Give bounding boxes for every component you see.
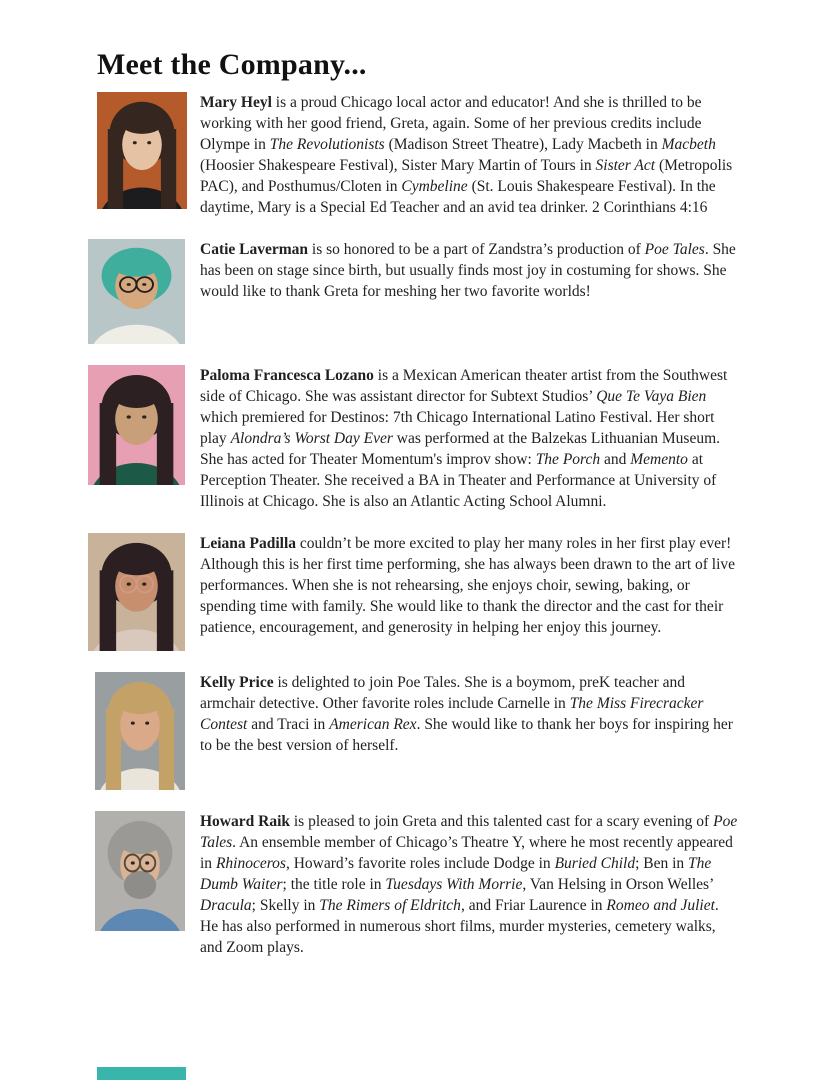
bio-row-mary-heyl [97, 92, 740, 218]
bio-text-run: is a Mexican American theater artist from the Southwest side of Chicago. She was assistant director for Subtext Studios’ [200, 367, 728, 405]
bio-text [200, 811, 740, 958]
bio-text-run: ; Ben in [635, 855, 689, 872]
bio-text-run: is delighted to join Poe Tales. She is a boymom, preK teacher and armchair detective. Other favorite roles include Carnelle in [200, 674, 686, 712]
bio-text-run: at Perception Theater. She received a BA in Theater and Performance at University of Illinois at Chicago. She is also an Atlantic Acting School Alumni. [200, 451, 717, 510]
company-list [97, 92, 740, 958]
bio-row-paloma-francesca-lozano [97, 365, 740, 512]
work-title: Sister Act [595, 157, 656, 174]
work-title: Rhinoceros [215, 855, 286, 872]
bio-row-catie-laverman [97, 239, 740, 344]
photo-column [97, 672, 200, 790]
work-title: The Porch [535, 451, 601, 468]
bio-text-run: . She would like to thank her boys for inspiring her to be the best version of herself. [200, 716, 733, 754]
work-title: Memento [630, 451, 688, 468]
work-title: Alondra’s Worst Day Ever [230, 430, 393, 447]
headshot-catie-laverman-photo [88, 239, 185, 344]
bio-text-run: . An ensemble member of Chicago’s Theatre Y, where he most recently appeared in [200, 834, 733, 872]
work-title: The Dumb Waiter [200, 855, 712, 893]
work-title: Cymbeline [401, 178, 468, 195]
headshot-paloma-francesca-lozano-photo [88, 365, 185, 485]
bio-text-run: and Traci in [247, 716, 330, 733]
bio-text-run: ; the title role in [282, 876, 386, 893]
person-name: Paloma Francesca Lozano [200, 367, 374, 384]
work-title: Tuesdays With Morrie [385, 876, 523, 893]
bio-text-run: , Van Helsing in Orson Welles’ [522, 876, 714, 893]
bio-text [200, 92, 740, 218]
bio-text-run: (Madison Street Theatre), Lady Macbeth in [384, 136, 662, 153]
page-title: Meet the Company... [97, 48, 367, 81]
bio-text-run: (Metropolis PAC), and Posthumus/Cloten in [200, 157, 733, 195]
bio-text-run: . He has also performed in numerous short films, murder mysteries, cemetery walks, and Zoom plays. [200, 897, 719, 956]
headshot-leiana-padilla-photo [88, 533, 185, 651]
work-title: American Rex [329, 716, 417, 733]
photo-column [97, 92, 200, 209]
person-name: Howard Raik [200, 813, 290, 830]
work-title: Romeo and Juliet [606, 897, 715, 914]
work-title: The Rimers of Eldritch [319, 897, 461, 914]
work-title: The Miss Firecracker Contest [200, 695, 704, 733]
work-title: Macbeth [661, 136, 716, 153]
next-headshot-sliver [97, 1067, 186, 1080]
bio-row-howard-raik [97, 811, 740, 958]
bio-text-run: couldn’t be more excited to play her many roles in her first play ever! Although this is her first time performing, she has always been drawn to the art of live performances. When she is not rehearsing, she enjoys choir, sewing, baking, or spending time with family. She would like to thank the director and the cast for their patience, encouragement, and generosity in helping her enjoy this journey. [200, 535, 736, 636]
bio-text [200, 365, 740, 512]
photo-column [97, 239, 200, 344]
work-title: Buried Child [554, 855, 636, 872]
bio-row-leiana-padilla [97, 533, 740, 651]
bio-text-run: (Hoosier Shakespeare Festival), Sister Mary Martin of Tours in [200, 157, 596, 174]
person-name: Mary Heyl [200, 94, 272, 111]
photo-column [97, 533, 200, 651]
person-name: Kelly Price [200, 674, 274, 691]
work-title: Dracula [200, 897, 252, 914]
headshot-howard-raik-photo [95, 811, 185, 931]
person-name: Leiana Padilla [200, 535, 297, 552]
bio-row-kelly-price [97, 672, 740, 790]
bio-text-run: , and Friar Laurence in [460, 897, 607, 914]
bio-text-run: , Howard’s favorite roles include Dodge in [285, 855, 555, 872]
bio-text-run: which premiered for Destinos: 7th Chicago International Latino Festival. Her short play [200, 409, 715, 447]
bio-text-run: (St. Louis Shakespeare Festival). In the daytime, Mary is a Special Ed Teacher and an avid tea drinker. 2 Corinthians 4:16 [200, 178, 716, 216]
headshot-kelly-price-photo [95, 672, 185, 790]
work-title: Poe Tales [644, 241, 705, 258]
bio-text [200, 533, 740, 638]
photo-column [97, 811, 200, 931]
bio-text-run: was performed at the Balzekas Lithuanian Museum. She has acted for Theater Momentum's improv show: [200, 430, 721, 468]
bio-text-run: ; Skelly in [251, 897, 320, 914]
headshot-mary-heyl-photo [97, 92, 187, 209]
work-title: Poe Tales [200, 813, 738, 851]
bio-text-run: is a proud Chicago local actor and educator! And she is thrilled to be working with her good friend, Greta, again. Some of her previous credits include Olympe in [200, 94, 702, 153]
bio-text [200, 672, 740, 756]
bio-text-run: is so honored to be a part of Zandstra’s production of [308, 241, 645, 258]
bio-text-run: is pleased to join Greta and this talented cast for a scary evening of [290, 813, 714, 830]
work-title: Que Te Vaya Bien [596, 388, 707, 405]
bio-text-run: and [600, 451, 631, 468]
bio-text-run: . She has been on stage since birth, but usually finds most joy in costuming for shows. She would like to thank Greta for meshing her two favorite worlds! [200, 241, 736, 300]
photo-column [97, 365, 200, 485]
work-title: The Revolutionists [269, 136, 385, 153]
person-name: Catie Laverman [200, 241, 309, 258]
bio-text [200, 239, 740, 302]
